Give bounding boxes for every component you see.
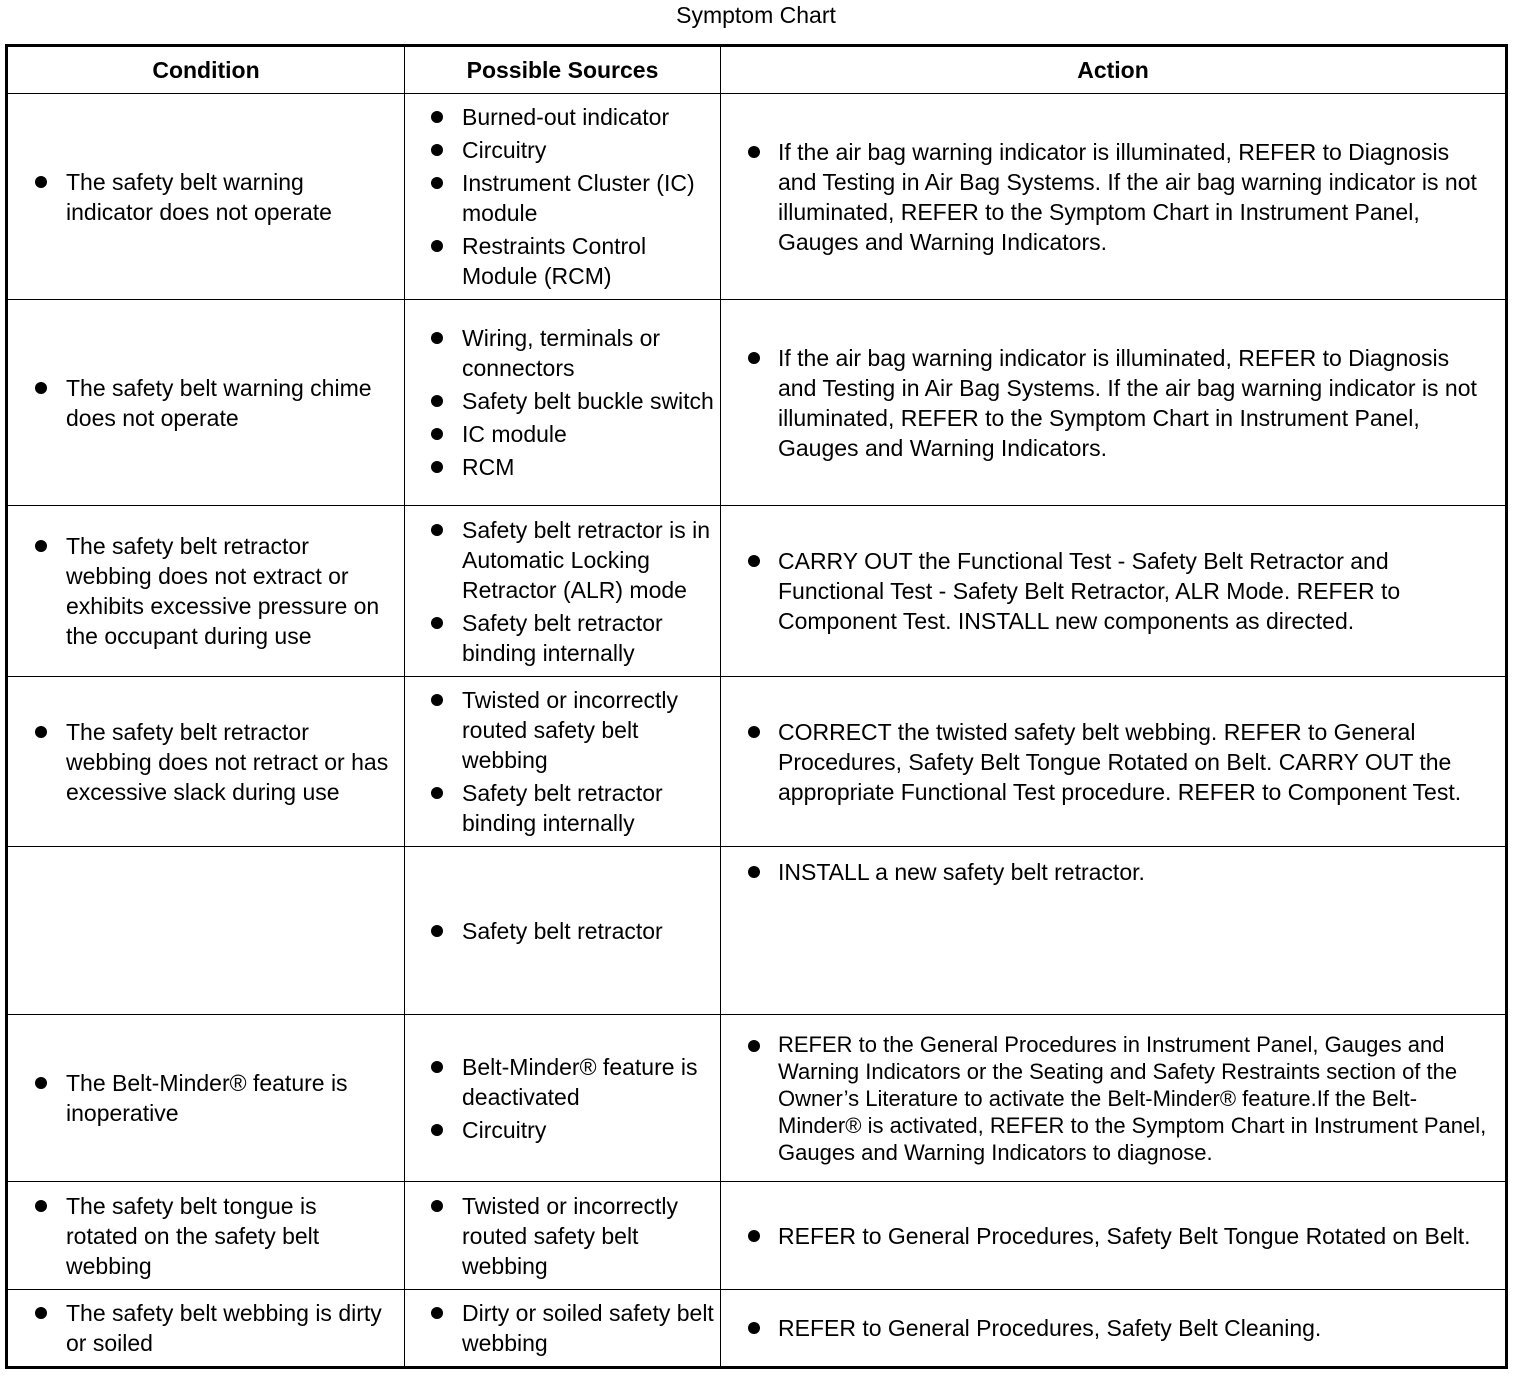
sources-cell <box>405 300 721 506</box>
action-item: CARRY OUT the Functional Test - Safety Belt Retractor and Functional Test - Safety Belt Retractor, ALR Mode. REFER to Component Test. INSTALL new components as directed. <box>721 546 1505 636</box>
condition-item: The safety belt retractor webbing does not extract or exhibits excessive pressure on the occupant during use <box>8 531 404 651</box>
condition-item: The safety belt retractor webbing does not retract or has excessive slack during use <box>8 717 404 807</box>
table-row <box>7 94 1507 300</box>
action-item: INSTALL a new safety belt retractor. <box>721 857 1505 887</box>
table-row <box>7 1182 1507 1290</box>
table-row <box>7 506 1507 677</box>
condition-cell <box>7 1182 405 1290</box>
action-header: Action <box>721 46 1507 94</box>
sources-cell <box>405 1182 721 1290</box>
source-item: Safety belt retractor binding internally <box>405 608 720 668</box>
sources-cell <box>405 506 721 677</box>
action-cell <box>721 847 1507 1015</box>
condition-cell <box>7 506 405 677</box>
condition-item: The Belt-Minder® feature is inoperative <box>8 1068 404 1128</box>
condition-cell <box>7 300 405 506</box>
action-item: If the air bag warning indicator is illuminated, REFER to Diagnosis and Testing in Air Bag Systems. If the air bag warning indicator is not illuminated, REFER to the Symptom Chart in Instrument Panel, Gauges and Warning Indicators. <box>721 137 1505 257</box>
action-item: REFER to General Procedures, Safety Belt Cleaning. <box>721 1313 1505 1343</box>
action-cell <box>721 506 1507 677</box>
condition-item: The safety belt warning indicator does not operate <box>8 167 404 227</box>
action-cell <box>721 94 1507 300</box>
action-cell <box>721 300 1507 506</box>
source-item: Twisted or incorrectly routed safety belt webbing <box>405 685 720 775</box>
sources-cell <box>405 1015 721 1182</box>
sources-cell <box>405 677 721 847</box>
chart-title: Symptom Chart <box>676 2 836 28</box>
source-item: Dirty or soiled safety belt webbing <box>405 1298 720 1358</box>
condition-cell <box>7 94 405 300</box>
action-item: If the air bag warning indicator is illuminated, REFER to Diagnosis and Testing in Air Bag Systems. If the air bag warning indicator is not illuminated, REFER to the Symptom Chart in Instrument Panel, Gauges and Warning Indicators. <box>721 343 1505 463</box>
source-item: Safety belt retractor is in Automatic Locking Retractor (ALR) mode <box>405 515 720 605</box>
source-item: Safety belt retractor <box>405 916 720 946</box>
condition-item: The safety belt tongue is rotated on the safety belt webbing <box>8 1191 404 1281</box>
source-item: RCM <box>405 452 720 482</box>
table-row <box>7 1015 1507 1182</box>
action-cell <box>721 1290 1507 1368</box>
source-item: Restraints Control Module (RCM) <box>405 231 720 291</box>
action-cell <box>721 1015 1507 1182</box>
action-cell <box>721 677 1507 847</box>
table-row <box>7 300 1507 506</box>
condition-cell <box>7 1015 405 1182</box>
source-item: Circuitry <box>405 1115 720 1145</box>
source-item: Burned-out indicator <box>405 102 720 132</box>
action-cell <box>721 1182 1507 1290</box>
source-item: Safety belt retractor binding internally <box>405 778 720 838</box>
source-item: Safety belt buckle switch <box>405 386 720 416</box>
symptom-chart-table <box>5 44 1508 1369</box>
condition-header: Condition <box>7 46 405 94</box>
condition-item: The safety belt webbing is dirty or soiled <box>8 1298 404 1358</box>
table-row <box>7 847 1507 1015</box>
condition-cell <box>7 1290 405 1368</box>
action-item: REFER to the General Procedures in Instrument Panel, Gauges and Warning Indicators or the Seating and Safety Restraints section of the Owner’s Literature to activate the Belt-Minder® feature.If the Belt-Minder® is activated, REFER to the Symptom Chart in Instrument Panel, Gauges and Warning Indicators to diagnose. <box>721 1031 1505 1166</box>
condition-cell <box>7 847 405 1015</box>
source-item: Twisted or incorrectly routed safety belt webbing <box>405 1191 720 1281</box>
condition-cell <box>7 677 405 847</box>
source-item: Wiring, terminals or connectors <box>405 323 720 383</box>
header-row <box>7 46 1507 94</box>
sources-cell <box>405 94 721 300</box>
sources-cell <box>405 847 721 1015</box>
source-item: IC module <box>405 419 720 449</box>
condition-item: The safety belt warning chime does not operate <box>8 373 404 433</box>
action-item: REFER to General Procedures, Safety Belt Tongue Rotated on Belt. <box>721 1221 1505 1251</box>
action-item: CORRECT the twisted safety belt webbing. REFER to General Procedures, Safety Belt Tongue Rotated on Belt. CARRY OUT the appropriate Functional Test procedure. REFER to Component Test. <box>721 717 1505 807</box>
sources-cell <box>405 1290 721 1368</box>
source-item: Circuitry <box>405 135 720 165</box>
source-item: Belt-Minder® feature is deactivated <box>405 1052 720 1112</box>
table-row <box>7 677 1507 847</box>
table-row <box>7 1290 1507 1368</box>
possible-sources-header: Possible Sources <box>405 46 721 94</box>
source-item: Instrument Cluster (IC) module <box>405 168 720 228</box>
